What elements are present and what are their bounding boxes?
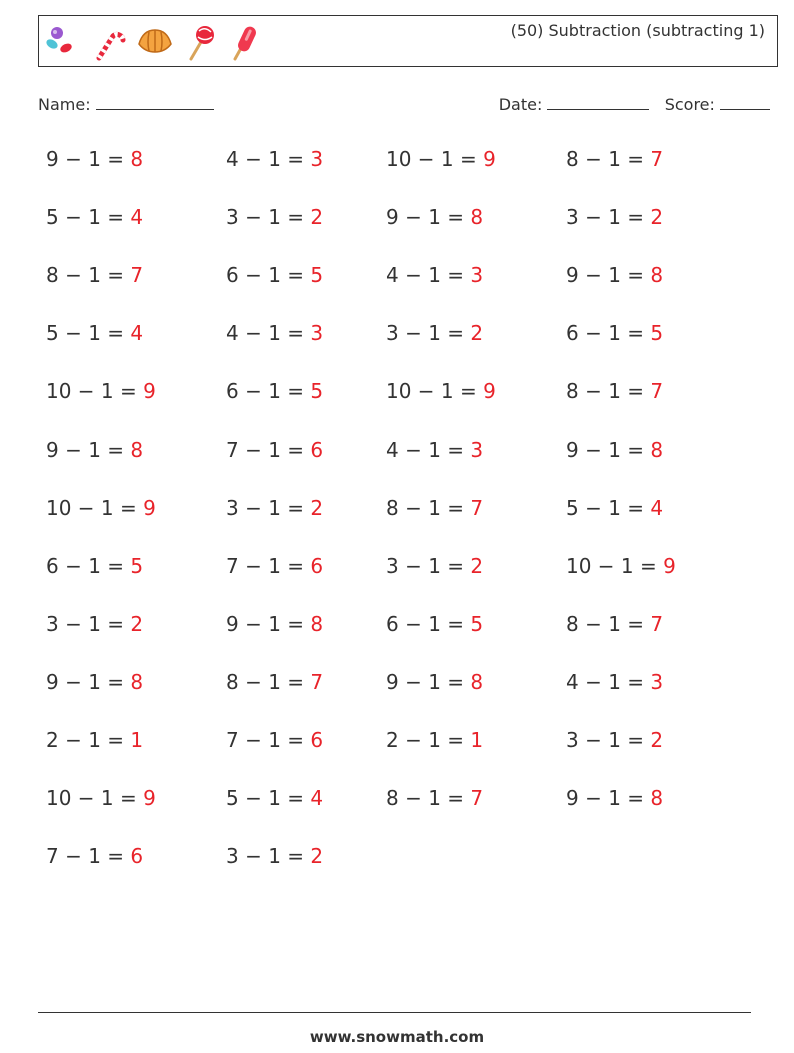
problem-answer: 5 (310, 263, 324, 287)
problem-question: 7 − 1 = (226, 728, 305, 752)
problem-question: 5 − 1 = (226, 786, 305, 810)
problem-question: 2 − 1 = (46, 728, 125, 752)
problem-answer: 8 (650, 438, 664, 462)
problem-item (566, 379, 663, 403)
problem-question: 10 − 1 = (46, 786, 137, 810)
problem-answer: 7 (650, 379, 664, 403)
problem-item (46, 728, 143, 752)
problem-question: 10 − 1 = (386, 147, 477, 171)
date-label: Date: (498, 95, 543, 114)
problem-answer: 4 (130, 205, 144, 229)
problem-item (46, 844, 143, 868)
problem-question: 8 − 1 = (226, 670, 305, 694)
problem-question: 7 − 1 = (46, 844, 125, 868)
problem-question: 4 − 1 = (386, 263, 465, 287)
problem-question: 4 − 1 = (226, 147, 305, 171)
header-icons (43, 20, 267, 64)
problem-answer: 6 (310, 438, 324, 462)
problem-item (386, 612, 483, 636)
problem-item (386, 379, 496, 403)
problem-question: 8 − 1 = (566, 147, 645, 171)
problem-item (566, 205, 663, 229)
problem-answer: 7 (470, 496, 484, 520)
problem-answer: 2 (310, 205, 324, 229)
problem-question: 5 − 1 = (46, 321, 125, 345)
problem-answer: 5 (310, 379, 324, 403)
problem-answer: 1 (130, 728, 144, 752)
problem-item (386, 321, 483, 345)
problem-item (386, 670, 483, 694)
problem-answer: 9 (483, 379, 496, 403)
problem-question: 9 − 1 = (566, 786, 645, 810)
problem-question: 6 − 1 = (226, 379, 305, 403)
problem-item (46, 379, 156, 403)
problem-answer: 4 (650, 496, 664, 520)
lollipop-icon (181, 22, 221, 62)
problem-item (386, 728, 483, 752)
problem-question: 10 − 1 = (386, 379, 477, 403)
problem-question: 6 − 1 = (226, 263, 305, 287)
problem-answer: 9 (143, 786, 156, 810)
problem-item (46, 147, 143, 171)
problem-answer: 8 (470, 205, 484, 229)
problem-item (226, 554, 323, 578)
problem-item (46, 496, 156, 520)
problem-item (226, 321, 323, 345)
problem-answer: 3 (470, 438, 484, 462)
problem-answer: 5 (650, 321, 664, 345)
score-label: Score: (664, 95, 715, 114)
problem-answer: 7 (130, 263, 144, 287)
problem-question: 3 − 1 = (226, 205, 305, 229)
problem-question: 8 − 1 = (386, 786, 465, 810)
croissant-icon (135, 22, 175, 62)
problem-item (226, 438, 323, 462)
name-field (38, 93, 214, 114)
problem-item (226, 612, 323, 636)
problem-item (46, 205, 143, 229)
problem-answer: 5 (130, 554, 144, 578)
problem-answer: 3 (650, 670, 664, 694)
problem-answer: 4 (310, 786, 324, 810)
problem-answer: 6 (130, 844, 144, 868)
worksheet-header (38, 15, 778, 67)
problem-question: 3 − 1 = (566, 205, 645, 229)
problem-question: 3 − 1 = (46, 612, 125, 636)
problem-answer: 3 (470, 263, 484, 287)
problem-answer: 8 (130, 147, 144, 171)
problem-item (46, 321, 143, 345)
problem-question: 8 − 1 = (566, 379, 645, 403)
problem-answer: 9 (483, 147, 496, 171)
name-blank (96, 93, 214, 110)
problem-question: 7 − 1 = (226, 438, 305, 462)
problem-answer: 2 (470, 554, 484, 578)
problem-item (46, 554, 143, 578)
problem-answer: 9 (663, 554, 676, 578)
problem-question: 10 − 1 = (46, 496, 137, 520)
problem-answer: 6 (310, 728, 324, 752)
problem-item (226, 263, 323, 287)
problem-question: 9 − 1 = (46, 147, 125, 171)
problem-answer: 7 (310, 670, 324, 694)
problem-item (226, 496, 323, 520)
problem-question: 5 − 1 = (566, 496, 645, 520)
problem-answer: 8 (470, 670, 484, 694)
problem-item (226, 786, 323, 810)
problem-answer: 4 (130, 321, 144, 345)
problem-item (226, 379, 323, 403)
problem-answer: 8 (650, 786, 664, 810)
problem-item (226, 205, 323, 229)
problem-answer: 1 (470, 728, 484, 752)
problem-answer: 3 (310, 321, 324, 345)
problem-question: 6 − 1 = (46, 554, 125, 578)
problem-question: 9 − 1 = (386, 670, 465, 694)
problem-answer: 8 (130, 438, 144, 462)
problem-item (566, 612, 663, 636)
problem-item (386, 205, 483, 229)
problem-question: 3 − 1 = (226, 496, 305, 520)
problem-item (46, 438, 143, 462)
problem-question: 8 − 1 = (386, 496, 465, 520)
problem-answer: 7 (470, 786, 484, 810)
problem-answer: 8 (650, 263, 664, 287)
problem-item (566, 321, 663, 345)
problem-item (226, 670, 323, 694)
name-label: Name: (38, 95, 91, 114)
problem-question: 2 − 1 = (386, 728, 465, 752)
problem-item (566, 786, 663, 810)
problem-answer: 7 (650, 612, 664, 636)
ice-pop-icon (227, 22, 267, 62)
date-score-fields (499, 93, 770, 114)
problem-answer: 2 (470, 321, 484, 345)
footer-website: www.snowmath.com (309, 1028, 485, 1046)
problem-question: 3 − 1 = (386, 554, 465, 578)
problem-question: 6 − 1 = (566, 321, 645, 345)
problem-question: 4 − 1 = (566, 670, 645, 694)
problem-question: 9 − 1 = (386, 205, 465, 229)
problem-item (566, 728, 663, 752)
problem-answer: 9 (143, 496, 156, 520)
problem-question: 6 − 1 = (386, 612, 465, 636)
score-blank (720, 93, 770, 110)
problem-answer: 5 (470, 612, 484, 636)
problem-question: 8 − 1 = (46, 263, 125, 287)
problem-item (566, 670, 663, 694)
problem-answer: 9 (143, 379, 156, 403)
worksheet-title: (50) Subtraction (subtracting 1) (510, 21, 765, 40)
problem-item (566, 496, 663, 520)
problem-answer: 8 (310, 612, 324, 636)
problem-item (566, 147, 663, 171)
problem-item (566, 263, 663, 287)
problem-question: 10 − 1 = (46, 379, 137, 403)
problem-answer: 2 (310, 844, 324, 868)
problem-answer: 8 (130, 670, 144, 694)
problem-answer: 6 (310, 554, 324, 578)
problem-item (226, 147, 323, 171)
candy-cane-icon (89, 22, 129, 62)
problem-item (226, 728, 323, 752)
problem-question: 5 − 1 = (46, 205, 125, 229)
problem-question: 9 − 1 = (46, 438, 125, 462)
problem-question: 9 − 1 = (226, 612, 305, 636)
problem-item (386, 263, 483, 287)
problem-question: 9 − 1 = (566, 263, 645, 287)
problem-item (386, 786, 483, 810)
problem-answer: 2 (650, 205, 664, 229)
problem-question: 10 − 1 = (566, 554, 657, 578)
problem-question: 9 − 1 = (566, 438, 645, 462)
problem-question: 7 − 1 = (226, 554, 305, 578)
problem-question: 4 − 1 = (226, 321, 305, 345)
problem-answer: 2 (650, 728, 664, 752)
problem-item (46, 670, 143, 694)
problem-item (46, 612, 143, 636)
problem-answer: 2 (310, 496, 324, 520)
problem-answer: 3 (310, 147, 324, 171)
problem-item (386, 554, 483, 578)
problem-question: 8 − 1 = (566, 612, 645, 636)
problem-item (386, 147, 496, 171)
problem-item (386, 438, 483, 462)
footer-divider (38, 1012, 751, 1013)
problem-question: 3 − 1 = (226, 844, 305, 868)
candy-icon (43, 22, 83, 62)
problem-answer: 7 (650, 147, 664, 171)
problem-question: 4 − 1 = (386, 438, 465, 462)
problem-item (386, 496, 483, 520)
problem-answer: 2 (130, 612, 144, 636)
problem-question: 3 − 1 = (386, 321, 465, 345)
date-blank (547, 93, 649, 110)
problem-item (566, 554, 676, 578)
problem-item (226, 844, 323, 868)
problem-item (566, 438, 663, 462)
problem-question: 3 − 1 = (566, 728, 645, 752)
problem-question: 9 − 1 = (46, 670, 125, 694)
problem-item (46, 263, 143, 287)
problem-item (46, 786, 156, 810)
